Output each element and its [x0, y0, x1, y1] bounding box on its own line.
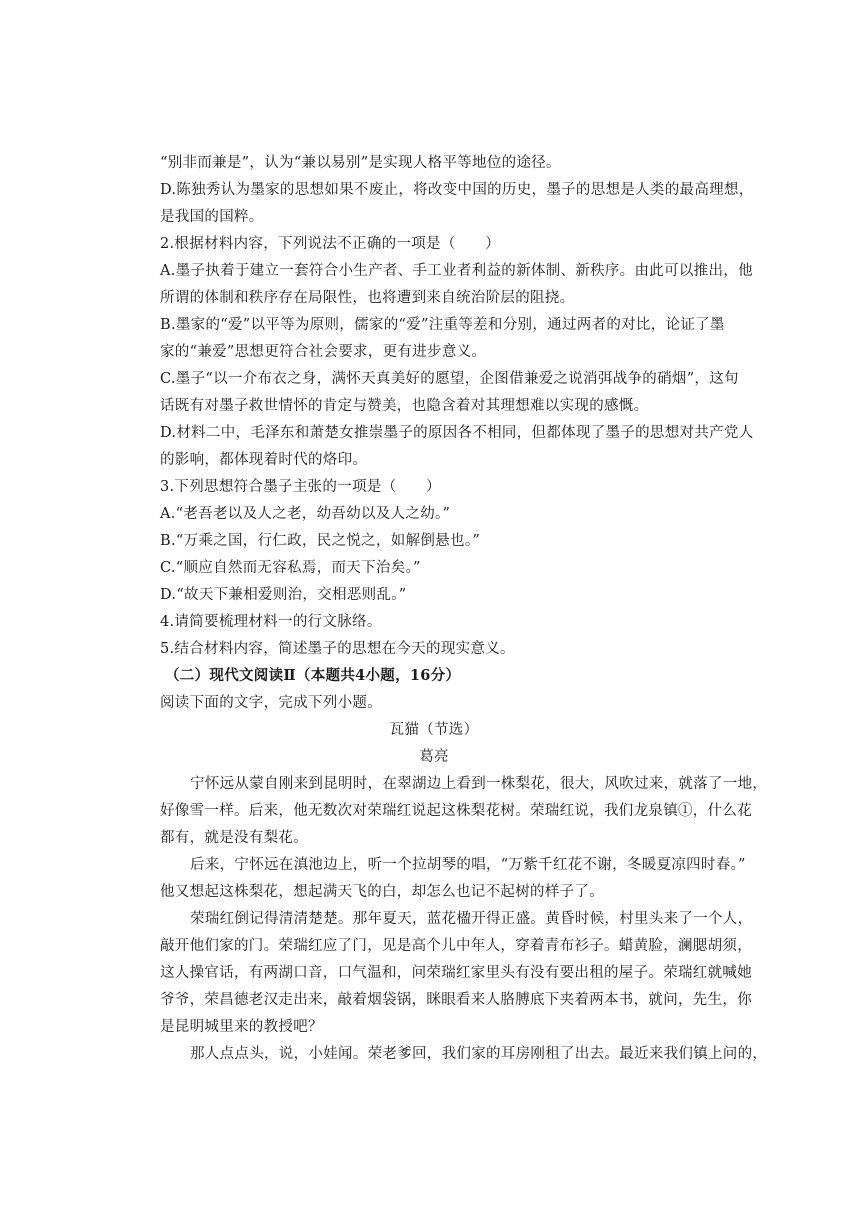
- question-4: 4.请简要梳理材料一的行文脉络。: [160, 614, 382, 630]
- instruction: 阅读下面的文字，完成下列小题。: [160, 695, 382, 711]
- story-line: 宁怀远从蒙自刚来到昆明时，在翠湖边上看到一株梨花，很大，风吹过来，就落了一地，: [190, 776, 768, 792]
- article-title: 瓦猫（节选）: [389, 722, 479, 738]
- text-line: 的影响，都体现着时代的烙印。: [160, 452, 368, 468]
- story-line: 都有，就是没有梨花。: [160, 830, 308, 846]
- option-a: A.“老吾老以及人之老，幼吾幼以及人之幼。”: [160, 506, 451, 522]
- text-line: “别非而兼是”，认为“兼以易别”是实现人格平等地位的途径。: [160, 155, 561, 171]
- text-line: 所谓的体制和秩序存在局限性，也将遭到来自统治阶层的阻挠。: [160, 290, 575, 306]
- text-line: D.陈独秀认为墨家的思想如果不废止，将改变中国的历史，墨子的思想是人类的最高理想，: [160, 182, 754, 198]
- text-line: 是我国的国粹。: [160, 209, 264, 225]
- story-line: 那人点点头，说，小娃闻。荣老爹回，我们家的耳房刚租了出去。最近来我们镇上问的，: [190, 1046, 768, 1062]
- story-line: 爷爷，荣昌德老汉走出来，敲着烟袋锅，眯眼看来人胳膊底下夹着两本书，就问，先生，你: [160, 992, 752, 1008]
- story-line: 荣瑞红倒记得清清楚楚。那年夏天，蓝花楹开得正盛。黄昏时候，村里头来了一个人，: [190, 911, 753, 927]
- option-d: D.“故天下兼相爱则治，交相恶则乱。”: [160, 587, 407, 603]
- question-5: 5.结合材料内容，简述墨子的思想在今天的现实意义。: [160, 641, 515, 657]
- story-line: 他又想起这株梨花，想起满天飞的白，却怎么也记不起树的样子了。: [160, 884, 604, 900]
- story-line: 好像雪一样。后来，他无数次对荣瑞红说起这株梨花树。荣瑞红说，我们龙泉镇①，什么花: [160, 803, 752, 819]
- article-author: 葛亮: [419, 749, 449, 765]
- option-b-line: B.墨家的“爱”以平等为原则，儒家的“爱”注重等差和分别，通过两者的对比，论证了墨: [160, 317, 725, 333]
- option-c: C.“顺应自然而无容私焉，而天下治矣。”: [160, 560, 421, 576]
- option-b: B.“万乘之国，行仁政，民之悦之，如解倒悬也。”: [160, 533, 481, 549]
- section-heading: （二）现代文阅读Ⅱ（本题共4小题，16分）: [165, 667, 461, 684]
- text-line: 家的“兼爱”思想更符合社会要求，更有进步意义。: [160, 344, 487, 360]
- story-line: 敲开他们家的门。荣瑞红应了门，见是高个儿中年人，穿着青布衫子。蜡黄脸，澜腮胡须，: [160, 938, 752, 954]
- story-line: 后来，宁怀远在滇池边上，听一个拉胡琴的唱，“万紫千红花不谢，冬暖夏凉四时春。”: [190, 857, 746, 873]
- option-d-line: D.材料二中，毛泽东和萧楚女推崇墨子的原因各不相同，但都体现了墨子的思想对共产党人: [160, 425, 754, 441]
- question-3: 3.下列思想符合墨子主张的一项是（ ）: [160, 479, 441, 495]
- option-a-line: A.墨子执着于建立一套符合小生产者、手工业者利益的新体制、新秩序。由此可以推出，他: [160, 263, 753, 279]
- story-line: 这人操官话，有两湖口音，口气温和，问荣瑞红家里头有没有要出租的屋子。荣瑞红就喊她: [160, 965, 752, 981]
- option-c-line: C.墨子“以一介布衣之身，满怀天真美好的愿望，企图借兼爱之说消弭战争的硝烟”，这句: [160, 371, 739, 387]
- text-line: 话既有对墨子救世情怀的肯定与赞美，也隐含着对其理想难以实现的感慨。: [160, 398, 649, 414]
- question-2: 2.根据材料内容，下列说法不正确的一项是（ ）: [160, 236, 501, 252]
- story-line: 是昆明城里来的教授吧？: [160, 1019, 323, 1035]
